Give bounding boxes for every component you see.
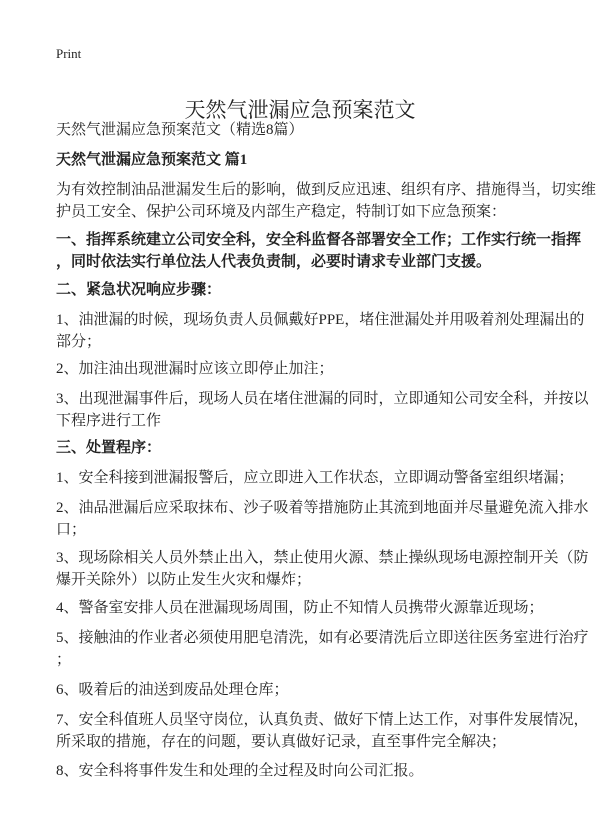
section-heading [56,149,556,171]
line: ； [56,652,72,668]
line: 3、出现泄漏事件后，现场人员在堵住泄漏的同时，立即通知公司安全科，并按以 [56,391,589,407]
line: 5、接触油的作业者必须使用肥皂清洗，如有必要清洗后立即送往医务室进行治疗 [56,630,589,646]
paragraph [56,179,597,223]
line: 2、油品泄漏后应采取抹布、沙子吸着等措施防止其流到地面并尽量避免流入排水 [56,500,589,516]
paragraph [56,547,589,591]
paragraph [56,467,574,489]
line: 8、安全科将事件发生和处理的全过程及时向公司汇报。 [56,763,424,779]
line: 三、处置程序： [56,440,162,456]
subheading [56,279,556,301]
line: 护员工安全、保护公司环境及内部生产稳定，特制订如下应急预案： [56,204,507,220]
subheading [56,437,556,459]
line: 2、加注油出现泄漏时应该立即停止加注； [56,361,334,377]
print-label: Print [56,46,82,61]
line: 1、油泄漏的时候，现场负责人员佩戴好PPE，堵住泄漏处并用吸着剂处理漏出的 [56,312,585,328]
paragraph [56,679,556,701]
line: 下程序进行工作 [56,413,162,429]
subtitle-text: 天然气泄漏应急预案范文（精选8篇） [56,122,304,138]
paragraph [56,760,556,782]
subtitle [56,119,556,141]
line: 6、吸着后的油送到废品处理仓库； [56,682,289,698]
line: 一、指挥系统建立公司安全科，安全科监督各部署安全工作；工作实行统一指挥 [56,232,582,248]
bold-paragraph [56,229,582,273]
line: 7、安全科值班人员坚守岗位，认真负责、做好下情上达工作，对事件发展情况， [56,712,589,728]
line: 1、安全科接到泄漏报警后，应立即进入工作状态，立即调动警备室组织堵漏； [56,470,574,486]
section-heading-text: 天然气泄漏应急预案范文 篇1 [56,152,248,168]
line: ，同时依法实行单位法人代表负责制，必要时请求专业部门支援。 [56,254,492,270]
document-title: 天然气泄漏应急预案范文 [184,98,416,123]
paragraph [56,709,589,753]
paragraph [56,597,556,619]
paragraph [56,497,589,541]
paragraph [56,358,556,380]
line: 二、紧急状况响应步骤： [56,282,222,298]
paragraph [56,627,589,671]
paragraph [56,309,585,353]
line: 部分； [56,334,102,350]
line: 爆开关除外）以防止发生火灾和爆炸； [56,572,312,588]
line: 为有效控制油品泄漏发生后的影响，做到反应迅速、组织有序、措施得当，切实维 [56,182,597,198]
line: 口； [56,522,87,538]
line: 3、现场除相关人员外禁止出入，禁止使用火源、禁止操纵现场电源控制开关（防 [56,550,589,566]
line: 所采取的措施，存在的问题，要认真做好记录，直至事件完全解决； [56,734,507,750]
line: 4、警备室安排人员在泄漏现场周围，防止不知情人员携带火源靠近现场； [56,600,544,616]
paragraph [56,388,589,432]
